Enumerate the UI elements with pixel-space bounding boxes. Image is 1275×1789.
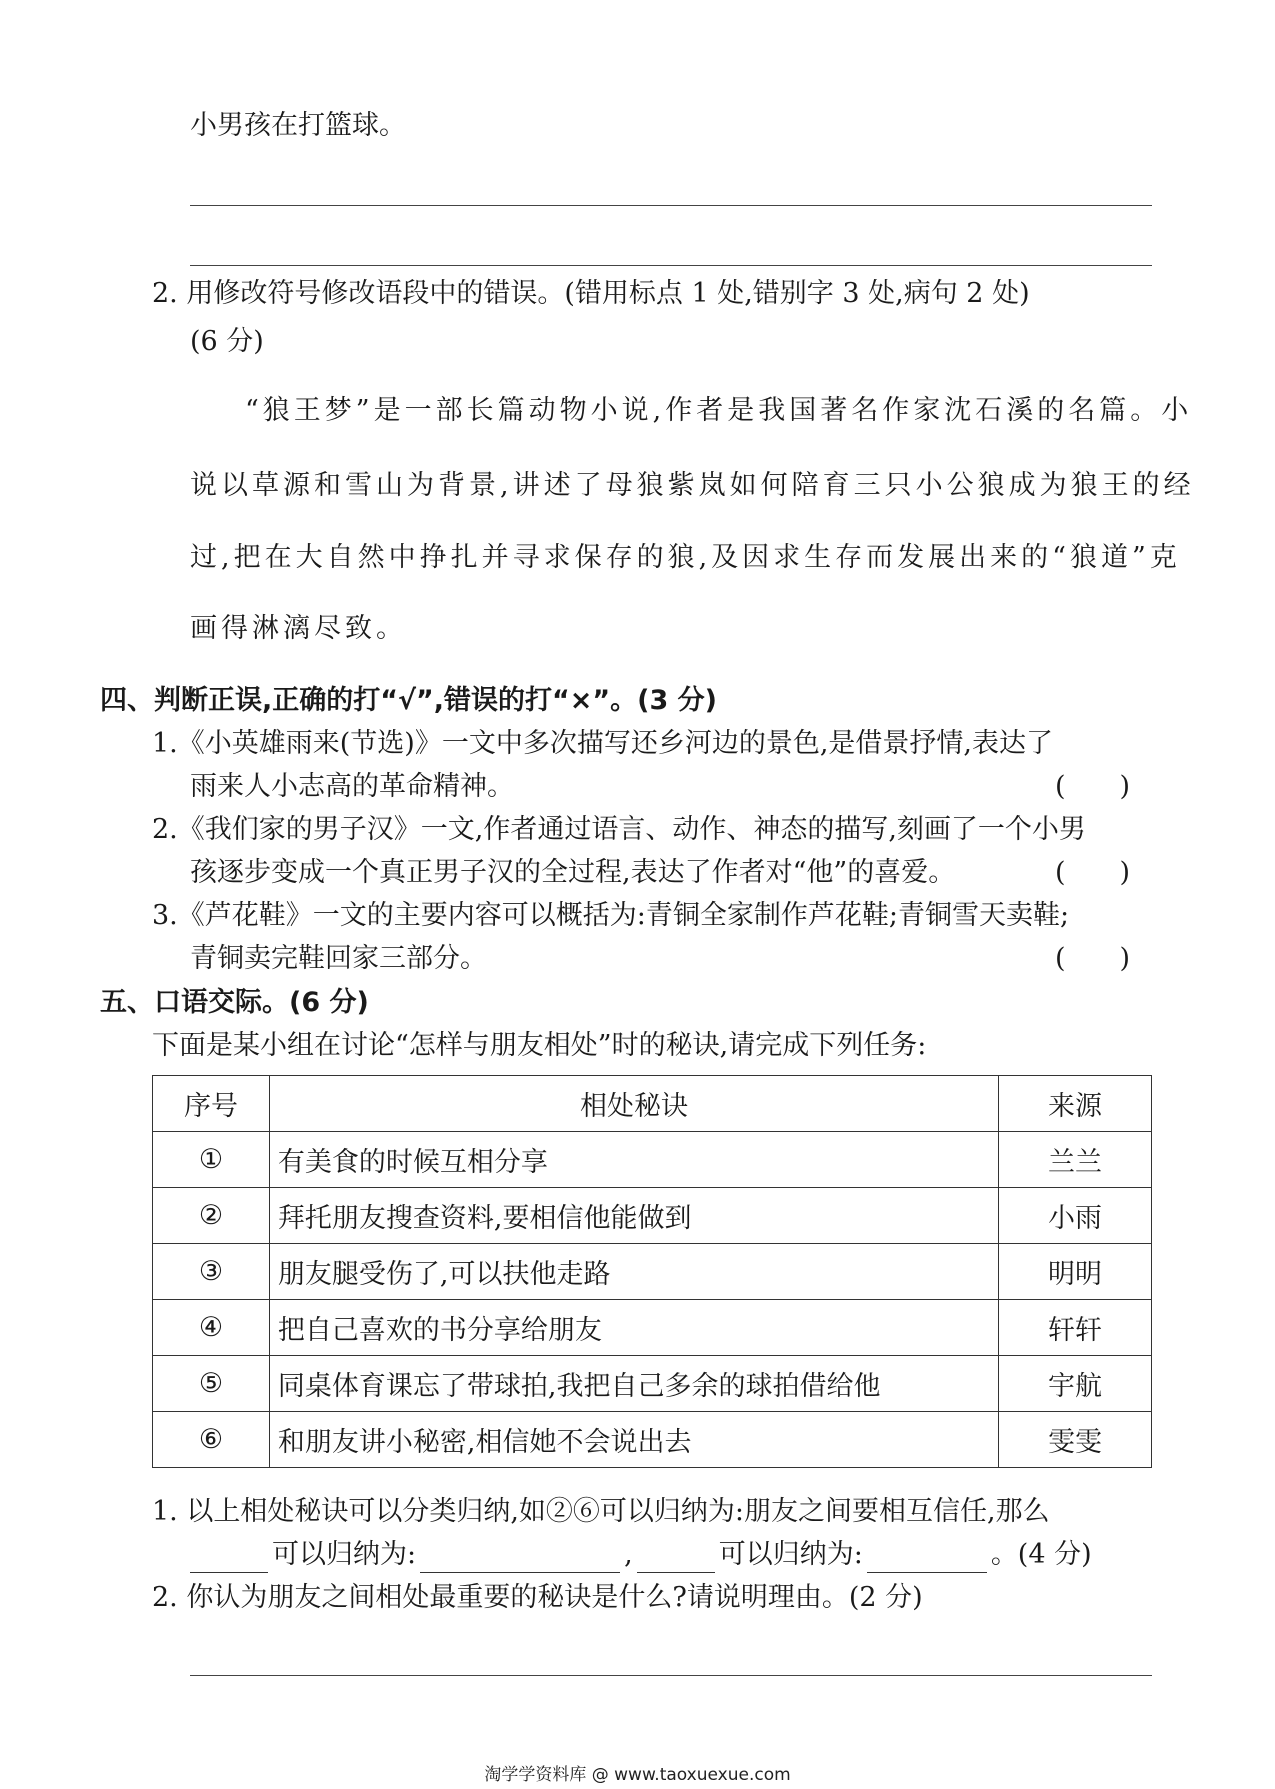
row-index: ① <box>153 1132 270 1188</box>
friendship-tips-table <box>152 1075 1152 1468</box>
header-tip: 相处秘诀 <box>269 1076 998 1132</box>
fill-label: 可以归纳为: <box>718 1539 863 1570</box>
section-5-heading: 五、口语交际。(6 分) <box>100 987 369 1018</box>
row-tip: 把自己喜欢的书分享给朋友 <box>269 1300 998 1356</box>
judgement-item-2: 2.《我们家的男子汉》一文,作者通过语言、动作、神态的描写,刻画了一个小男 <box>152 814 1086 845</box>
row-source: 明明 <box>999 1244 1152 1300</box>
table-row <box>153 1412 1152 1468</box>
row-index: ⑥ <box>153 1412 270 1468</box>
answer-paren[interactable]: ( ) <box>1055 857 1131 888</box>
header-index: 序号 <box>153 1076 270 1132</box>
row-source: 雯雯 <box>999 1412 1152 1468</box>
judgement-item-2-line2: 孩逐步变成一个真正男子汉的全过程,表达了作者对“他”的喜爱。 <box>190 857 956 888</box>
row-source: 宇航 <box>999 1356 1152 1412</box>
judgement-item-3-line2: 青铜卖完鞋回家三部分。 <box>190 943 487 974</box>
question-2-prompt: 2. 用修改符号修改语段中的错误。(错用标点 1 处,错别字 3 处,病句 2 处) <box>152 278 1030 309</box>
row-source: 轩轩 <box>999 1300 1152 1356</box>
row-index: ② <box>153 1188 270 1244</box>
answer-paren[interactable]: ( ) <box>1055 771 1131 802</box>
fill-comma: , <box>624 1539 633 1570</box>
table-header-row <box>153 1076 1152 1132</box>
row-index: ④ <box>153 1300 270 1356</box>
passage-line: 说以草源和雪山为背景,讲述了母狼紫岚如何陪育三只小公狼成为狼王的经 <box>190 470 1195 501</box>
section-4-heading: 四、判断正误,正确的打“√”,错误的打“×”。(3 分) <box>100 685 717 716</box>
answer-line[interactable] <box>190 205 1152 206</box>
table-row <box>153 1300 1152 1356</box>
question-2-score: (6 分) <box>190 326 264 357</box>
header-source: 来源 <box>999 1076 1152 1132</box>
row-tip: 拜托朋友搜查资料,要相信他能做到 <box>269 1188 998 1244</box>
passage-line: “狼王梦”是一部长篇动物小说,作者是我国著名作家沈石溪的名篇。小 <box>245 395 1193 426</box>
fill-blank[interactable] <box>420 1546 620 1573</box>
table-row <box>153 1188 1152 1244</box>
fill-blank[interactable] <box>637 1546 715 1573</box>
row-tip: 和朋友讲小秘密,相信她不会说出去 <box>269 1412 998 1468</box>
row-tip: 有美食的时候互相分享 <box>269 1132 998 1188</box>
question-5-2: 2. 你认为朋友之间相处最重要的秘诀是什么?请说明理由。(2 分) <box>152 1582 923 1613</box>
section-5-intro: 下面是某小组在讨论“怎样与朋友相处”时的秘诀,请完成下列任务: <box>152 1030 927 1061</box>
row-source: 小雨 <box>999 1188 1152 1244</box>
fill-blank[interactable] <box>867 1546 987 1573</box>
example-sentence: 小男孩在打篮球。 <box>190 110 406 141</box>
footer-watermark: 淘学学资料库 @ www.taoxuexue.com <box>484 1765 791 1785</box>
judgement-item-1-line2: 雨来人小志高的革命精神。 <box>190 771 514 802</box>
judgement-item-3: 3.《芦花鞋》一文的主要内容可以概括为:青铜全家制作芦花鞋;青铜雪天卖鞋; <box>152 900 1070 931</box>
fill-label: 可以归纳为: <box>272 1539 417 1570</box>
row-source: 兰兰 <box>999 1132 1152 1188</box>
row-tip: 朋友腿受伤了,可以扶他走路 <box>269 1244 998 1300</box>
row-index: ⑤ <box>153 1356 270 1412</box>
question-5-1-fill-line <box>190 1537 1092 1573</box>
row-index: ③ <box>153 1244 270 1300</box>
passage-line: 过,把在大自然中挣扎并寻求保存的狼,及因求生存而发展出来的“狼道”克 <box>190 542 1181 573</box>
judgement-item-1: 1.《小英雄雨来(节选)》一文中多次描写还乡河边的景色,是借景抒情,表达了 <box>152 728 1053 759</box>
answer-line[interactable] <box>190 265 1152 266</box>
fill-end: 。(4 分) <box>990 1539 1092 1570</box>
question-5-1: 1. 以上相处秘诀可以分类归纳,如②⑥可以归纳为:朋友之间要相互信任,那么 <box>152 1496 1050 1527</box>
table-row <box>153 1244 1152 1300</box>
answer-paren[interactable]: ( ) <box>1055 943 1131 974</box>
passage-line: 画得淋漓尽致。 <box>190 613 407 644</box>
fill-blank[interactable] <box>190 1546 268 1573</box>
table-row <box>153 1356 1152 1412</box>
answer-line[interactable] <box>190 1675 1152 1676</box>
row-tip: 同桌体育课忘了带球拍,我把自己多余的球拍借给他 <box>269 1356 998 1412</box>
table-row <box>153 1132 1152 1188</box>
